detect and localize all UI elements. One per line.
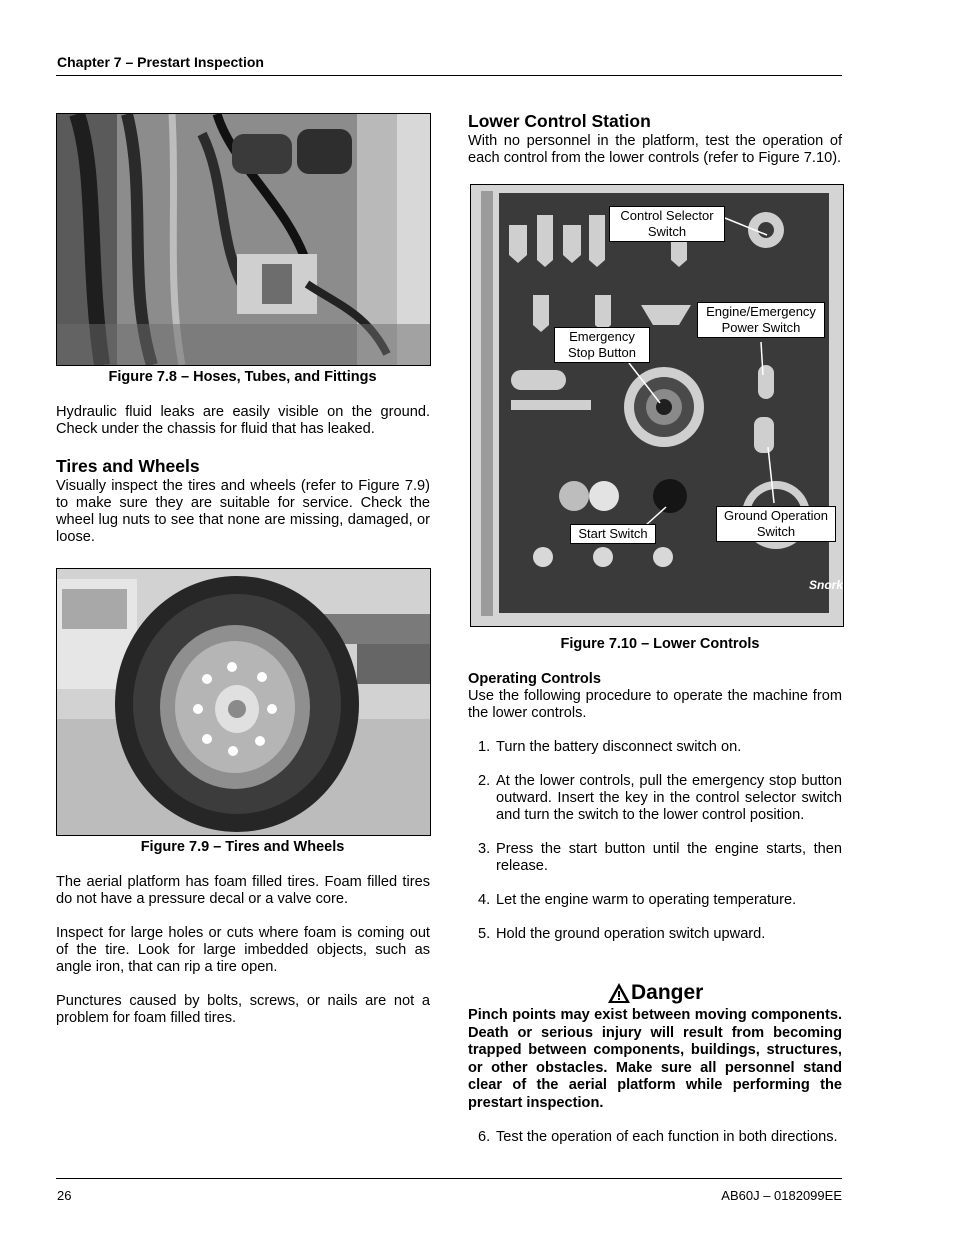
step-6 xyxy=(468,1129,842,1146)
callout-start: Start Switch xyxy=(570,524,656,544)
step-text: Let the engine warm to operating temperature. xyxy=(496,892,797,908)
paragraph-punctures: Punctures caused by bolts, screws, or nails are not a problem for foam filled tires. xyxy=(56,993,430,1026)
paragraph-lower: With no personnel in the platform, test the operation of each control from the lower controls (refer to Figure 7.10). xyxy=(468,133,842,166)
tire-illustration xyxy=(57,569,430,835)
step-4 xyxy=(468,892,842,909)
footer-rule xyxy=(56,1178,842,1179)
procedure-steps-continued xyxy=(468,1129,842,1163)
lower-controls-photo xyxy=(470,184,844,627)
danger-title-row xyxy=(607,981,703,1005)
step-number: 4. xyxy=(478,892,491,908)
danger-text: Pinch points may exist between moving components. Death or serious injury will result from becoming trapped between components, buildings, structures, or other obstacles. Make sure all personnel stand clear of the aerial platform while performing the prestart inspection. xyxy=(468,1007,842,1111)
paragraph-holes: Inspect for large holes or cuts where foam is coming out of the tire. Look for large imbedded objects, such as angle iron, that can rip a tire open. xyxy=(56,925,430,975)
callout-engine-emergency: Engine/Emergency Power Switch xyxy=(697,302,825,338)
step-number: 1. xyxy=(478,739,491,755)
figure-7-10-caption: Figure 7.10 – Lower Controls xyxy=(560,636,760,652)
hoses-illustration xyxy=(57,114,430,365)
paragraph-tires: Visually inspect the tires and wheels (refer to Figure 7.9) to make sure they are suitable for service. Check the wheel lug nuts to see that none are missing, damaged, or loose. xyxy=(56,478,430,545)
figure-7-8-caption: Figure 7.8 – Hoses, Tubes, and Fittings xyxy=(108,369,377,385)
step-5 xyxy=(468,926,842,943)
tires-wheels-heading: Tires and Wheels xyxy=(56,456,200,476)
step-1 xyxy=(468,739,842,756)
danger-title: Danger xyxy=(631,981,704,1004)
callout-control-selector: Control Selector Switch xyxy=(609,206,725,242)
warning-triangle-icon xyxy=(607,982,631,1004)
step-text: Turn the battery disconnect switch on. xyxy=(496,739,742,755)
callout-emergency-stop: Emergency Stop Button xyxy=(554,327,650,363)
step-2 xyxy=(468,773,842,824)
step-text: Test the operation of each function in both directions. xyxy=(496,1129,838,1145)
callout-ground-operation: Ground Operation Switch xyxy=(716,506,836,542)
tire-photo xyxy=(56,568,431,836)
step-3 xyxy=(468,841,842,875)
paragraph-foam: The aerial platform has foam filled tires. Foam filled tires do not have a pressure decal or a valve core. xyxy=(56,874,430,907)
step-number: 3. xyxy=(478,841,491,857)
step-number: 2. xyxy=(478,773,491,789)
step-number: 6. xyxy=(478,1129,491,1145)
page-number: 26 xyxy=(57,1188,72,1203)
header-rule xyxy=(56,75,842,76)
chapter-header: Chapter 7 – Prestart Inspection xyxy=(57,54,264,70)
figure-7-9-caption: Figure 7.9 – Tires and Wheels xyxy=(140,839,345,855)
step-number: 5. xyxy=(478,926,491,942)
step-text: Press the start button until the engine starts, then release. xyxy=(496,841,842,874)
document-number: AB60J – 0182099EE xyxy=(721,1188,842,1203)
panel-brand-label: Snork xyxy=(809,578,844,592)
lower-control-heading: Lower Control Station xyxy=(468,111,651,131)
paragraph-operating: Use the following procedure to operate the machine from the lower controls. xyxy=(468,688,842,721)
operating-controls-heading: Operating Controls xyxy=(468,671,601,687)
paragraph-leaks: Hydraulic fluid leaks are easily visible on the ground. Check under the chassis for fluid that has leaked. xyxy=(56,404,430,437)
procedure-steps xyxy=(468,739,842,960)
step-text: At the lower controls, pull the emergency stop button outward. Insert the key in the control selector switch and turn the switch to the lower control position. xyxy=(496,773,842,823)
control-panel-illustration xyxy=(471,185,843,626)
hoses-photo xyxy=(56,113,431,366)
step-text: Hold the ground operation switch upward. xyxy=(496,926,766,942)
